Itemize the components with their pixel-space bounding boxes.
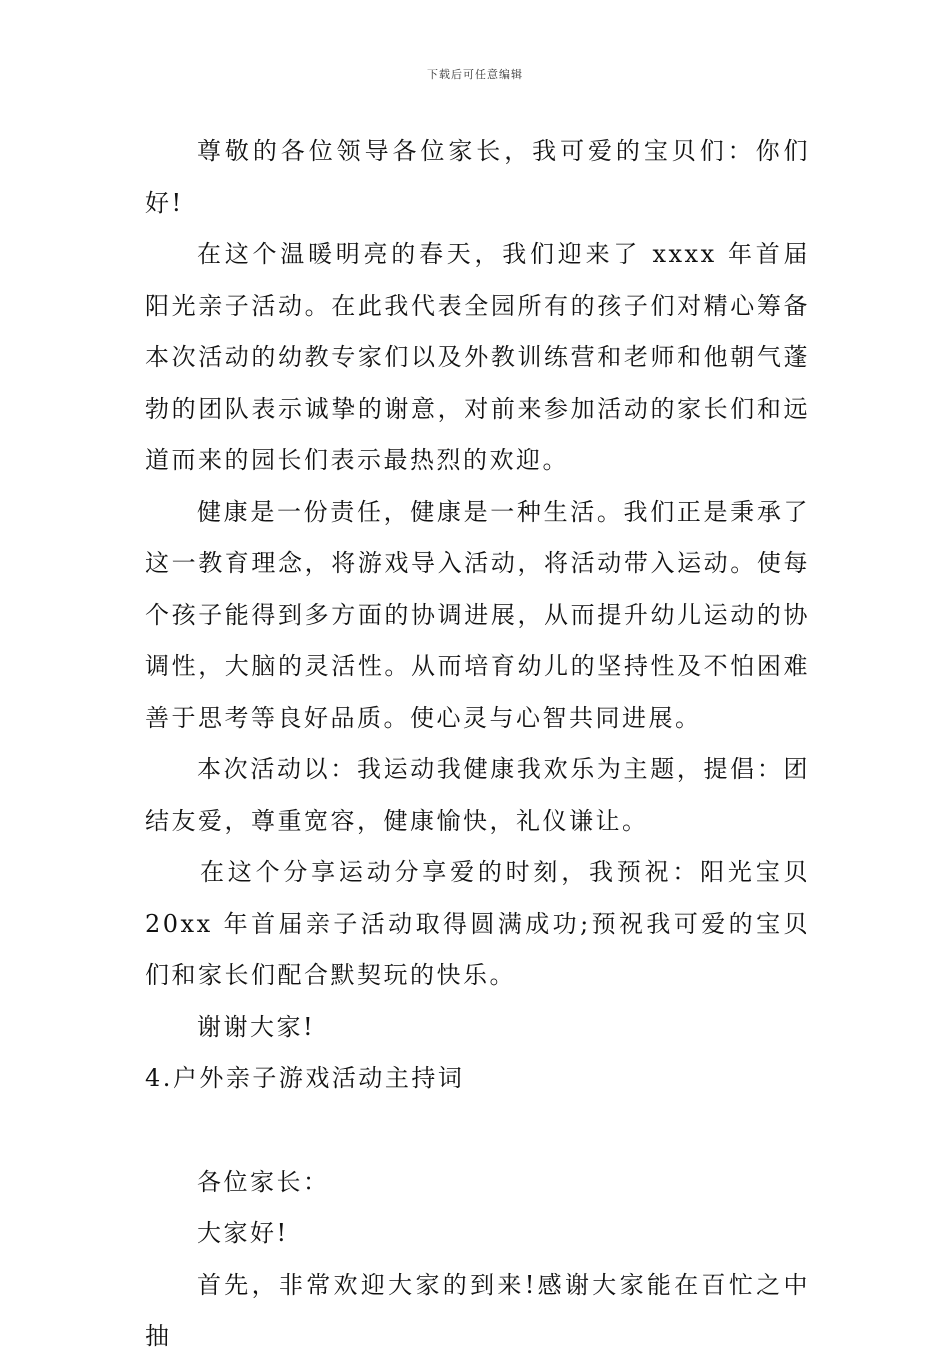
theme-paragraph: 本次活动以：我运动我健康我欢乐为主题，提倡：团结友爱，尊重宽容，健康愉快，礼仪谦让。 <box>145 755 810 835</box>
thanks-paragraph: 谢谢大家! <box>197 1012 316 1041</box>
section-spacer <box>145 1105 810 1157</box>
salutation-paragraph: 尊敬的各位领导各位家长，我可爱的宝贝们：你们好! <box>145 137 810 217</box>
wishes-paragraph: 在这个分享运动分享爱的时刻，我预祝：阳光宝贝20xx 年首届亲子活动取得圆满成功;预祝我可爱的宝贝们和家长们配合默契玩的快乐。 <box>145 858 810 989</box>
welcome-paragraph: 在这个温暖明亮的春天，我们迎来了 xxxx 年首届阳光亲子活动。在此我代表全园所有的孩子们对精心筹备本次活动的幼教专家们以及外教训练营和老师和他朝气蓬勃的团队表示诚挚的谢意，对前来参加活动的家长们和远道而来的园长们表示最热烈的欢迎。 <box>145 240 810 474</box>
hello-paragraph: 大家好! <box>197 1219 289 1247</box>
greeting-parents-paragraph: 各位家长： <box>197 1167 330 1196</box>
page-header-note: 下载后可任意编辑 <box>427 68 523 81</box>
document-body <box>145 126 810 1363</box>
opening-paragraph: 首先，非常欢迎大家的到来!感谢大家能在百忙之中抽 <box>145 1270 810 1350</box>
section-heading: 4.户外亲子游戏活动主持词 <box>145 1064 465 1092</box>
health-paragraph: 健康是一份责任，健康是一种生活。我们正是秉承了这一教育理念，将游戏导入活动，将活动带入运动。使每个孩子能得到多方面的协调进展，从而提升幼儿运动的协调性，大脑的灵活性。从而培育幼儿的坚持性及不怕困难善于思考等良好品质。使心灵与心智共同进展。 <box>145 497 810 732</box>
